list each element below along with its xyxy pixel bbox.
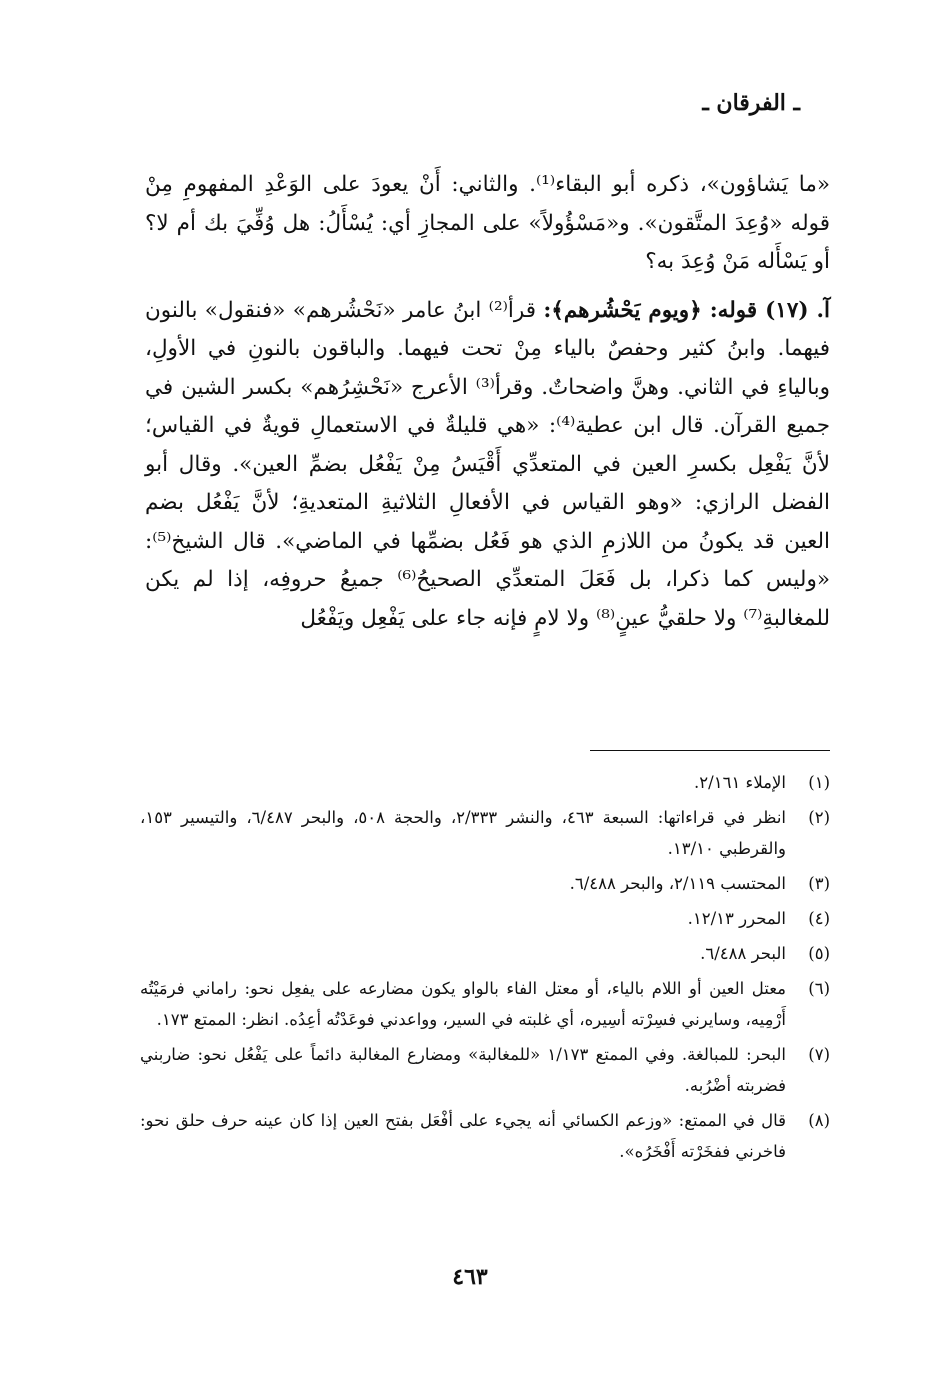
main-text (145, 166, 830, 638)
footnote-number: (٢) (808, 808, 830, 827)
verse-heading: آ. (١٧) قوله: ﴿ويوم يَحْشُرهم﴾: (543, 297, 830, 323)
footnote-number: (٧) (808, 1045, 830, 1064)
footnote-number: (٤) (808, 909, 830, 928)
page-number: ٤٦٣ (452, 1264, 488, 1290)
running-header: ـ الفرقان ـ (702, 90, 800, 116)
paragraph-2-body: قرأ⁽²⁾ ابنُ عامر «نَحْشُرهم» «فنقول» بالنون فيهما. وابنُ كثير وحفصٌ بالياء مِنْ تحت فيهما. والباقون بالنونِ في الأولِ، وبالياءِ في الثاني. وهنَّ واضحاتٌ. وقرأ⁽³⁾ الأعرج «نَحْشِرُهم» بكسر الشين في جميع القرآن. قال ابن عطية⁽⁴⁾: «هي قليلةٌ في الاستعمالِ قويةٌ في القياس؛ لأنَّ يَفْعِل بكسرِ العين في المتعدِّي أَقْيَسُ مِنْ يَفْعُل بضمِّ العين». وقال أبو الفضل الرازي: «وهو القياس في الأفعالِ الثلاثيةِ المتعديةِ؛ لأنَّ يَفْعُل بضم العين قد يكونُ من اللازمِ الذي هو فَعُل بضمِّها في الماضي». قال الشيخ⁽⁵⁾: «وليس كما ذكرا، بل فَعَلَ المتعدِّي الصحيحُ⁽⁶⁾ جميعُ حروفِه، إذا لم يكن للمغالبةِ⁽⁷⁾ ولا حلقيُّ عينٍ⁽⁸⁾ ولا لامٍ فإنه جاء على يَفْعِل ويَفْعُل (145, 297, 830, 631)
footnote-text: قال في الممتع: «وزعم الكسائي أنه يجيء على أفْعَل بفتح العين إذا كان عينه حرف حلق نحو: فاخرني ففخَرْته أَفْخَرُه». (140, 1111, 786, 1161)
footnote-text: البحر ٦/٤٨٨. (700, 944, 786, 963)
footnotes (140, 767, 830, 1171)
footnote-number: (٨) (808, 1111, 830, 1130)
footnote-number: (٣) (808, 874, 830, 893)
footnote-number: (١) (808, 773, 830, 792)
footnote (140, 973, 830, 1035)
footnote (140, 1039, 830, 1101)
footnote-text: معتل العين أو اللام بالياء، أو معتل الفاء بالواو يكون مضارعه على يفعِل نحو: راماني فرمَيْتُه أَرْمِيه، وسايرني فسِرْته أسِيره، أي غلبته في السير، وواعدني فوعَدْتُه أعِدُه. انظر: الممتع ١٧٣. (140, 979, 786, 1029)
footnote-text: المحتسب ٢/١١٩، والبحر ٦/٤٨٨. (569, 874, 786, 893)
footnote-divider (590, 750, 830, 751)
footnote-text: انظر في قراءاتها: السبعة ٤٦٣، والنشر ٢/٣٣٣، والحجة ٥٠٨، والبحر ٦/٤٨٧، والتيسير ١٥٣، والقرطبي ١٣/١٠. (140, 808, 786, 858)
paragraph-1: «ما يَشاؤون»، ذكره أبو البقاء⁽¹⁾. والثاني: أَنْ يعودَ على الوَعْدِ المفهومِ مِنْ قوله «وُعِدَ المتَّقون». و«مَسْؤُولاً» على المجازِ أي: يُسْأَلُ: هل وُفِّيَ بك أم لا؟ أو يَسْأَله مَنْ وُعِدَ به؟ (145, 172, 830, 274)
footnote (140, 767, 830, 798)
footnote-text: البحر: للمبالغة. وفي الممتع ١/١٧٣ «للمغالبة» ومضارع المغالبة دائماً على يَفْعُل نحو: ضاربني فضربته أضْرُبه. (140, 1045, 786, 1095)
footnote (140, 1105, 830, 1167)
footnote-text: الإملاء ٢/١٦١. (694, 773, 786, 792)
footnote (140, 868, 830, 899)
footnote-number: (٥) (808, 944, 830, 963)
paragraph-2 (145, 292, 830, 639)
footnote-text: المحرر ١٢/١٣. (687, 909, 786, 928)
footnote (140, 903, 830, 934)
footnote-number: (٦) (808, 979, 830, 998)
footnote (140, 802, 830, 864)
footnote (140, 938, 830, 969)
